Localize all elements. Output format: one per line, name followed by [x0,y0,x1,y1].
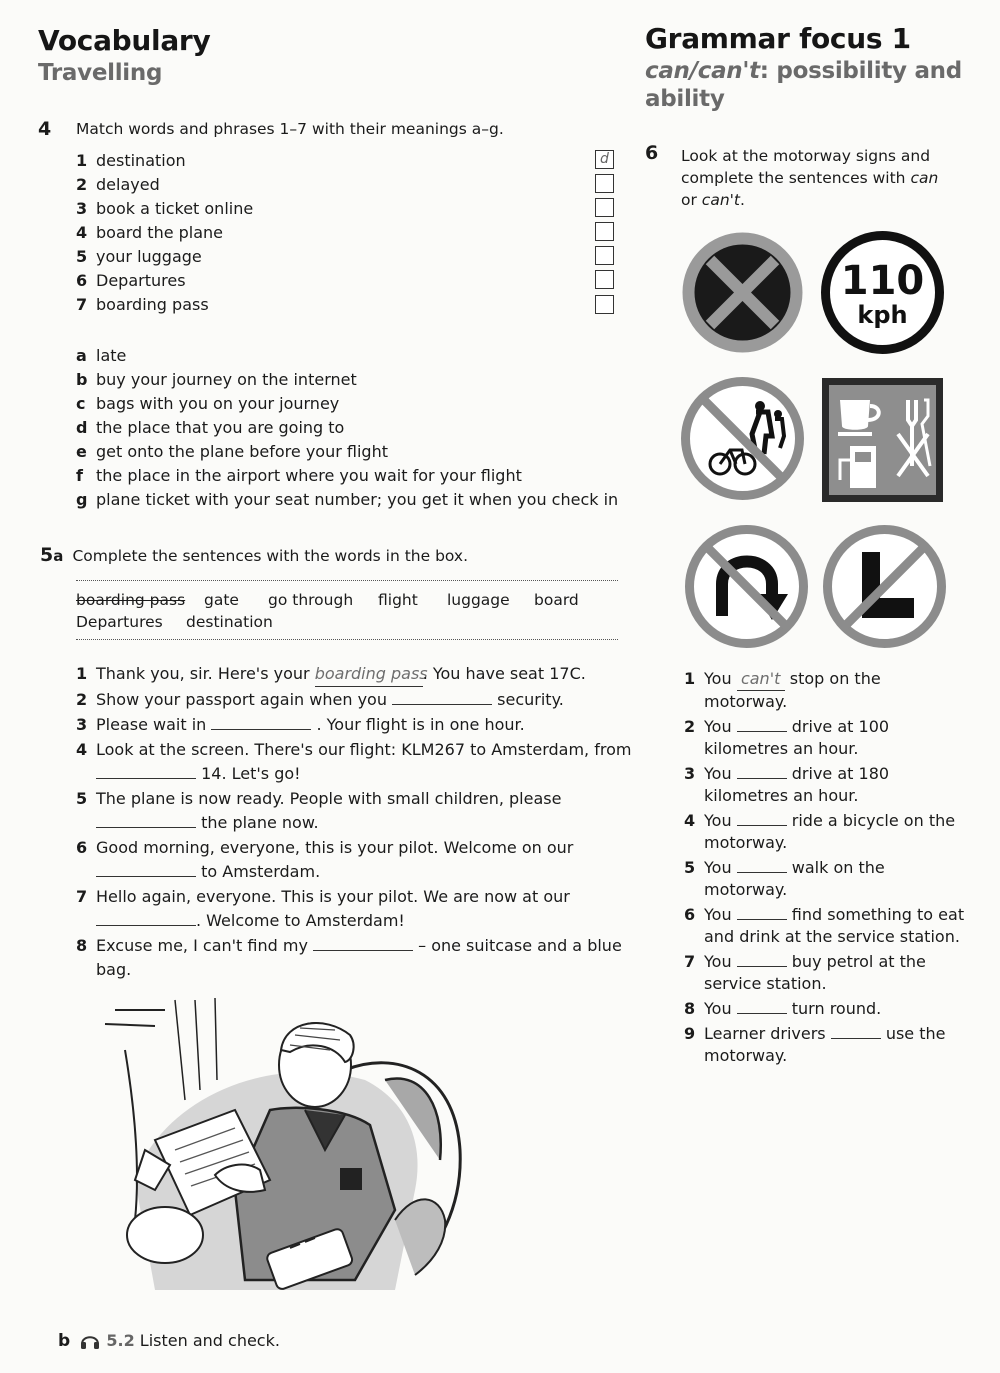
box-word: destination [186,613,273,631]
sentence-7: 7 Hello again, everyone. This is your pilot. We are now at our [76,887,570,906]
list-item: a late [76,346,127,365]
sentence-list: 1 Thank you, sir. Here's your boarding pass. You have seat 17C. 2 Show your passport again when you security. 3 Please wait in . Your flight is in one hour. 4 Look at the screen. There's our flight: KLM267 to Amsterdam, from 14. Let's go! 5 The plane is now ready. People with small children, please the plane now. 6 Good morning, everyone, this is your pilot. Welcome on our to Amsterdam. 7 Hello again, everyone. This is your pilot. We are now at our . Welcome to Amsterdam! 8 Excuse me, I can't find my – one suitcase and a blue bag. [76,664,632,979]
answer-box-1[interactable]: d [595,150,614,169]
answer-blank[interactable] [737,906,787,920]
answer-example: can't [737,668,785,691]
box-word: Departures [76,613,163,631]
exercise-5a-header: 5a Complete the sentences with the words in the box. [40,544,469,566]
list-item: d the place that you are going to [76,418,345,437]
answer-blank[interactable] [737,812,787,826]
sentence-6: 6 You find something to eat [684,905,965,924]
box-word: gate [204,591,239,609]
no-bicycles-pedestrians-sign [680,376,805,501]
answer-box-4[interactable] [595,222,614,241]
grammar-title: Grammar focus 1 [645,22,911,55]
list-item: 5 your luggage [76,247,202,266]
vocabulary-subtitle: Travelling [38,60,163,86]
sentence-2: 2 You drive at 100 [684,717,890,736]
list-item: 3 book a ticket online [76,199,254,218]
answer-blank[interactable] [737,953,787,967]
no-stopping-sign [680,230,805,355]
answer-blank[interactable] [211,716,311,730]
answer-box-6[interactable] [595,270,614,289]
answer-blank[interactable] [737,859,787,873]
no-learner-drivers-sign [822,524,947,649]
sentence-3: 3 Please wait in . Your flight is in one hour. [76,715,525,734]
sentence-5: 5 You walk on the [684,858,885,877]
answer-blank[interactable] [96,863,196,877]
answer-blank[interactable] [313,937,413,951]
list-item: f the place in the airport where you wait for your flight [76,466,522,485]
answer-blank[interactable] [737,765,787,779]
list-item: c bags with you on your journey [76,394,340,413]
answer-blank[interactable] [737,718,787,732]
answer-box-5[interactable] [595,246,614,265]
sentence-8: 8 You turn round. [684,999,882,1018]
sentence-7: 7 You buy petrol at the [684,952,926,971]
headphones-icon [79,1330,101,1350]
sentence-1: 1 Thank you, sir. Here's your boarding pass. You have seat 17C. [76,662,616,687]
answer-box-2[interactable] [595,174,614,193]
list-item: e get onto the plane before your flight [76,442,388,461]
sentence-2: 2 Show your passport again when you security. [76,690,564,709]
exercise-4-instruction: Match words and phrases 1–7 with their meanings a–g. [76,120,504,138]
list-item: g plane ticket with your seat number; you get it when you check in [76,490,619,509]
speed-limit-unit: kph [857,301,908,329]
sentence-5: 5 The plane is now ready. People with small children, please [76,789,562,808]
exercise-5b: b 5.2 Listen and check. [58,1331,280,1351]
box-word: go through [268,591,354,609]
answer-blank[interactable] [96,765,196,779]
list-item: 6 Departures [76,271,186,290]
sentence-3: 3 You drive at 180 [684,764,890,783]
sentence-1: 1 You can't stop on the [684,668,964,691]
exercise-6-instruction: Look at the motorway signs and complete the sentences with can or can't. [681,147,939,209]
answer-box-7[interactable] [595,295,614,314]
no-u-turn-sign [684,524,809,649]
answer-blank[interactable] [96,814,196,828]
list-item: b buy your journey on the internet [76,370,357,389]
list-item: 2 delayed [76,175,160,194]
answer-blank[interactable] [392,691,492,705]
grammar-subtitle-2: ability [645,86,725,112]
sentence-4: 4 You ride a bicycle on the [684,811,956,830]
sentence-6: 6 Good morning, everyone, this is your pilot. Welcome on our [76,838,574,857]
word-box [76,580,618,640]
answer-blank[interactable] [737,1000,787,1014]
word-list [76,149,253,317]
sentence-9: 9 Learner drivers use the [684,1024,946,1043]
meaning-list [76,344,618,512]
speed-limit-value: 110 [840,258,925,304]
answer-blank[interactable] [831,1025,881,1039]
vocabulary-title: Vocabulary [38,24,211,57]
list-item: 4 board the plane [76,223,224,242]
sentence-4: 4 Look at the screen. There's our flight: KLM267 to Amsterdam, from [76,740,632,759]
list-item: 7 boarding pass [76,295,209,314]
answer-blank[interactable] [96,912,196,926]
answer-example: boarding pass [315,662,423,687]
box-word-crossed: boarding pass [76,591,186,609]
grammar-subtitle: can/can't: possibility and [645,58,962,84]
box-word: board [534,591,579,609]
services-sign [820,376,945,504]
list-item: 1 destination [76,151,186,170]
exercise-6-number: 6 [645,142,659,164]
speed-limit-sign [820,230,945,355]
box-word: flight [378,591,418,609]
answer-box-3[interactable] [595,198,614,217]
exercise-4-number: 4 [38,118,52,140]
box-word: luggage [447,591,510,609]
illustration-passenger [95,990,475,1310]
sentence-8: 8 Excuse me, I can't find my – one suitcase and a blue [76,936,622,955]
exercise-6-sentences: 1 You can't stop on the motorway. 2 You drive at 100 kilometres an hour. 3 You drive at 180 kilometres an hour. 4 You ride a bicycle on the motorway. 5 You walk on the motorway. 6 You find something to eat and drink at the service station. 7 You buy petrol at the service station. 8 You turn round. 9 Learner drivers use the motorway. [684,669,965,1065]
